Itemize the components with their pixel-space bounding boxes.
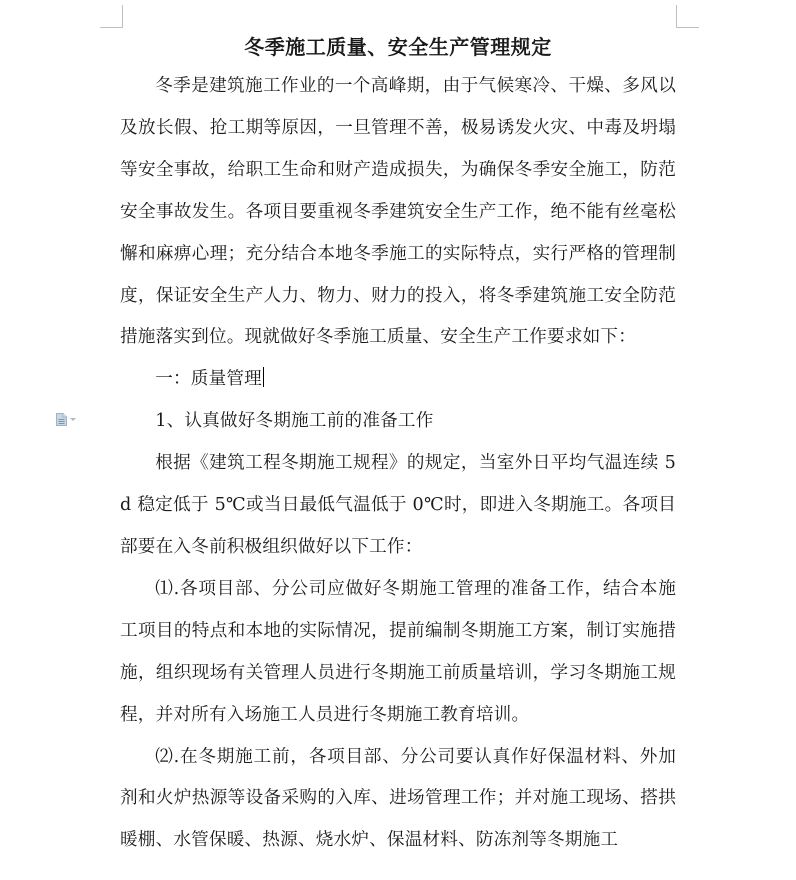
section-heading-text: 一：质量管理 — [155, 369, 262, 390]
subsection-heading: 1、认真做好冬期施工前的准备工作 — [155, 411, 434, 432]
paragraph-item-1: ⑴.各项目部、分公司应做好冬期施工管理的准备工作，结合本施工项目的特点和本地的实际情况，提前编制冬期施工方案，制订实施措施，组织现场有关管理人员进行冬期施工前质量培训，学习冬期施工规程，并对所有入场施工人员进行冬期施工教育培训。 — [120, 578, 676, 725]
section-heading-quality[interactable] — [120, 359, 676, 401]
page-corner-mark-top-right — [676, 5, 699, 28]
document-title: 冬季施工质量、安全生产管理规定 — [244, 35, 552, 59]
intro-paragraph: 冬季是建筑施工作业的一个高峰期，由于气候寒冷、干燥、多风以及放长假、抢工期等原因，一旦管理不善，极易诱发火灾、中毒及坍塌等安全事故，给职工生命和财产造成损失，为确保冬季安全施工，防范安全事故发生。各项目要重视冬季建筑安全生产工作，绝不能有丝毫松懈和麻痹心理；充分结合本地冬季施工的实际特点，实行严格的管理制度，保证安全生产人力、物力、财力的投入，将冬季建筑施工安全防范措施落实到位。现就做好冬季施工质量、安全生产工作要求如下： — [120, 76, 676, 348]
chevron-down-icon — [70, 418, 76, 421]
document-paragraph-icon — [56, 413, 67, 426]
text-cursor — [263, 367, 264, 387]
paragraph-item-2: ⑵.在冬期施工前，各项目部、分公司要认真作好保温材料、外加剂和火炉热源等设备采购的入库、进场管理工作；并对施工现场、搭拱暖棚、水管保暖、热源、烧水炉、保温材料、防冻剂等冬期施工 — [120, 746, 676, 851]
page-corner-mark-top-left — [100, 5, 123, 28]
document-page[interactable] — [120, 28, 676, 862]
paragraph-handle[interactable] — [56, 413, 76, 426]
paragraph-regulation: 根据《建筑工程冬期施工规程》的规定，当室外日平均气温连续 5d 稳定低于 5℃或当日最低气温低于 0℃时，即进入冬期施工。各项目部要在入冬前积极组织做好以下工作： — [120, 453, 676, 557]
